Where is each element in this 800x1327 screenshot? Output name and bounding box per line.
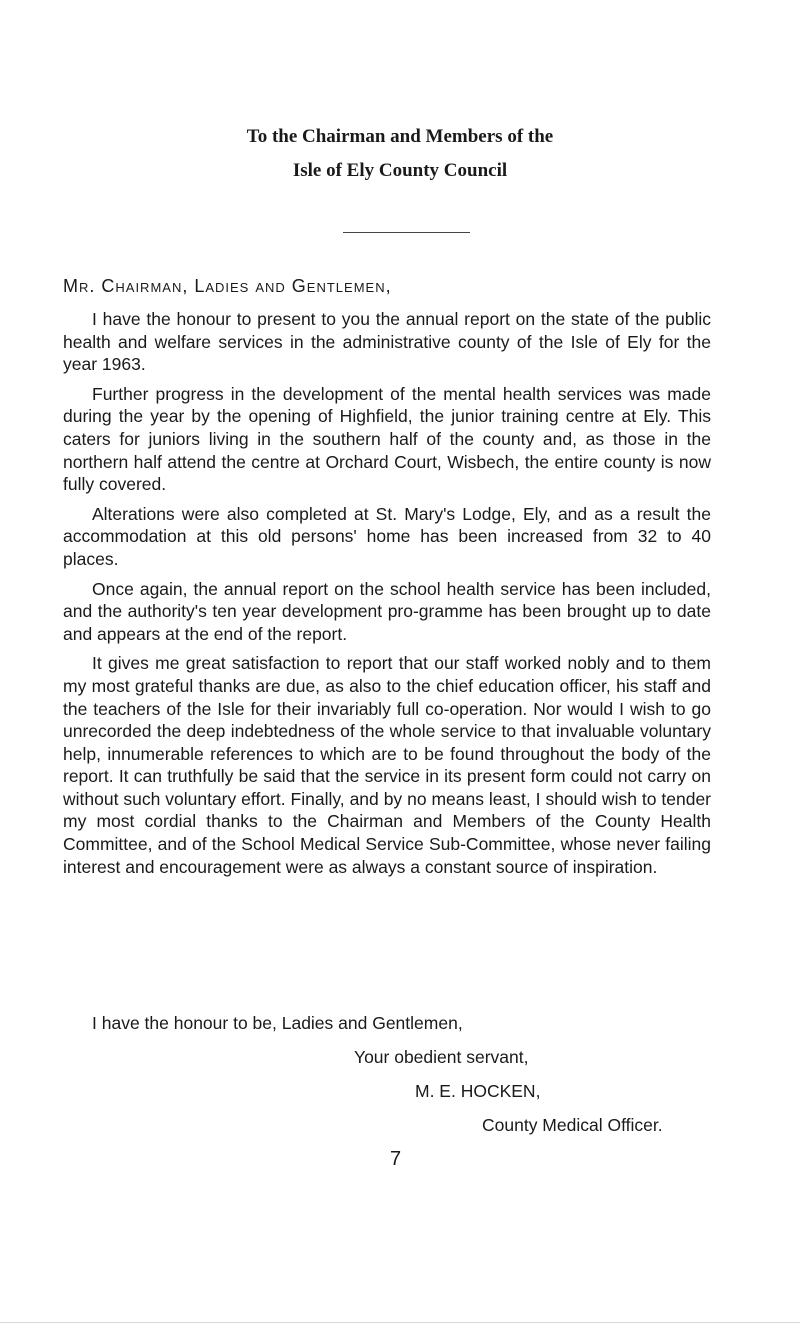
- paragraph: Once again, the annual report on the school health service has been included, and the authority's ten year development pro-gramme has been brought up to date and appears at the end of the report.: [63, 578, 711, 644]
- paragraph: I have the honour to present to you the annual report on the state of the public health and welfare services in the administrative county of the Isle of Ely for the year 1963.: [63, 309, 711, 375]
- paragraph: Further progress in the development of the mental health services was made during the year by the opening of Highfield, the junior training centre at Ely. This caters for juniors living in the southern half of the county and, as those in the northern half attend the centre at Orchard Court, Wisbech, the entire county is now fully covered.: [63, 383, 711, 495]
- valediction: Your obedient servant,: [354, 1047, 529, 1067]
- address-heading-line-1: To the Chairman and Members of the: [246, 126, 554, 147]
- salutation: Mr. Chairman, Ladies and Gentlemen,: [63, 276, 392, 296]
- address-heading-line-2: Isle of Ely County Council: [292, 160, 508, 181]
- closing-line: I have the honour to be, Ladies and Gentlemen,: [92, 1013, 463, 1033]
- paragraph: It gives me great satisfaction to report that our staff worked nobly and to them my most grateful thanks are due, as also to the chief education officer, his staff and the teachers of the Isle for their invariably full co-operation. Nor would I wish to go unrecorded the deep indebtedness of the whole service to that invaluable voluntary help, innumerable references to which are to be found throughout the body of the report. It can truthfully be said that the service in its present form could not carry on without such voluntary effort. Finally, and by no means least, I should wish to tender my most cordial thanks to the Chairman and Members of the County Health Committee, and of the School Medical Service Sub-Committee, whose never failing interest and encouragement were as always a constant source of inspiration.: [63, 653, 711, 877]
- letter-body: [63, 308, 711, 885]
- signatory-title: County Medical Officer.: [482, 1115, 663, 1135]
- signatory-name: M. E. HOCKEN,: [415, 1081, 541, 1101]
- paragraph: Alterations were also completed at St. Mary's Lodge, Ely, and as a result the accommodation at this old persons' home has been increased from 32 to 40 places.: [63, 503, 711, 569]
- page-edge-line: [0, 1322, 800, 1323]
- heading-divider: [343, 232, 470, 233]
- page-number: 7: [390, 1148, 402, 1170]
